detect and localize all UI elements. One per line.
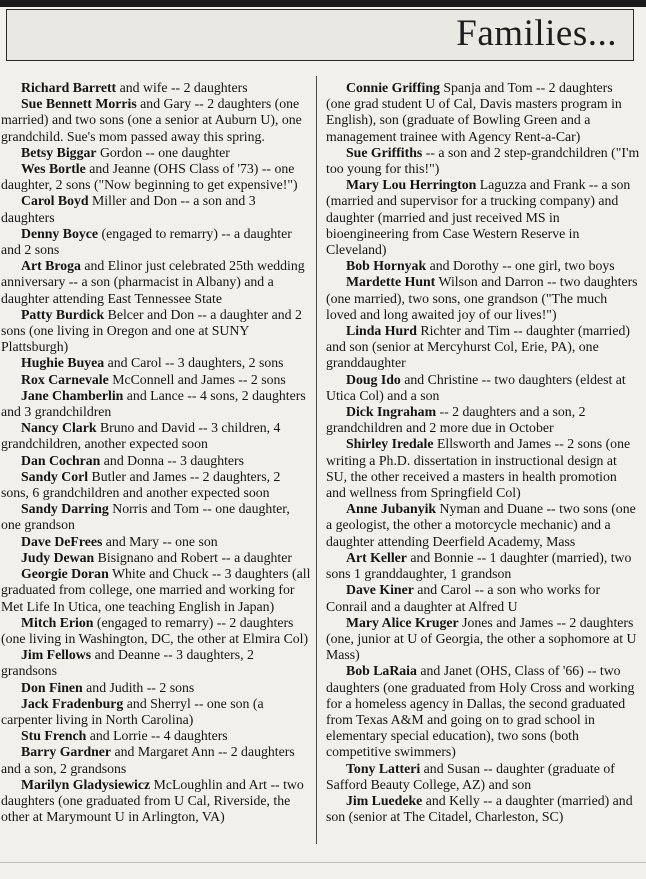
family-details: and Bonnie -- 1 daughter (married), two sons 1 granddaughter, 1 grandson — [326, 549, 632, 582]
family-entry — [326, 550, 640, 582]
family-details: Wilson and Darron -- two daughters (one married), two sons, one grandson ("The much loved and long awaited joy of our lives!") — [326, 274, 638, 322]
family-entry — [1, 680, 311, 696]
family-name: Mardette Hunt — [346, 274, 436, 290]
family-entry — [1, 355, 311, 371]
family-name: Anne Jubanyik — [346, 501, 437, 517]
family-name: Sandy Corl — [21, 468, 89, 484]
family-details: and Christine -- two daughters (eldest at Utica Col) and a son — [326, 371, 626, 403]
family-entry — [326, 274, 640, 323]
family-entry — [1, 744, 311, 776]
family-details: and Lance -- 4 sons, 2 daughters and 3 grandchildren — [1, 387, 306, 420]
family-name: Bob LaRaia — [346, 663, 417, 679]
family-entry — [1, 534, 311, 550]
family-details: and Kelly -- a daughter (married) and son (senior at The Citadel, Charleston, SC) — [326, 792, 633, 825]
family-name: Dave DeFrees — [21, 533, 103, 549]
family-details: and Donna -- 3 daughters — [100, 452, 245, 468]
family-entry — [1, 145, 311, 161]
family-details: and Deanne -- 3 daughters, 2 grandsons — [1, 647, 254, 679]
column-divider — [316, 76, 317, 844]
family-name: Jim Fellows — [21, 647, 92, 663]
bottom-rule — [0, 862, 646, 863]
family-details: and Jeanne (OHS Class of '73) -- one daughter, 2 sons ("Now beginning to get expensive!") — [1, 161, 298, 193]
family-details: and Lorrie -- 4 daughters — [86, 728, 228, 744]
family-details: Laguzza and Frank -- a son (married and supervisor for a trucking company) and daughter (married and just received MS in bioengineering from Case Western Reserve in Cleveland) — [326, 177, 631, 258]
left-column — [1, 80, 311, 825]
right-column — [326, 80, 640, 825]
family-details: and Susan -- daughter (graduate of Safford Beauty College, AZ) and son — [326, 760, 615, 792]
family-details: Jones and James -- 2 daughters (one, junior at U of Georgia, the other a sophomore at U Mass) — [326, 614, 637, 663]
family-name: Sue Bennett Morris — [21, 96, 137, 112]
family-details: and Margaret Ann -- 2 daughters and a son, 2 grandsons — [1, 744, 295, 776]
family-entry — [1, 372, 311, 388]
family-entry — [1, 193, 311, 225]
family-details: Ellsworth and James -- 2 sons (one writing a Ph.D. dissertation in instructional design at SU, the other received a masters in health promotion and wellness from Springfield Col) — [326, 436, 631, 501]
top-border — [0, 0, 646, 7]
family-details: McLoughlin and Art -- two daughters (one graduated from U Cal, Riverside, the other at Marymount U in Arlington, VA) — [1, 776, 304, 825]
family-name: Doug Ido — [346, 371, 401, 387]
family-entry — [326, 793, 640, 825]
family-details: and Judith -- 2 sons — [82, 679, 195, 695]
page-title: Families... — [456, 13, 617, 54]
family-details: and Elinor just celebrated 25th wedding anniversary -- a son (pharmacist in Albany) and a daughter attending East Tennessee State — [1, 258, 305, 306]
family-name: Connie Griffing — [346, 80, 440, 95]
family-name: Wes Bortle — [21, 161, 86, 177]
family-name: Linda Hurd — [346, 323, 417, 339]
family-name: Carol Boyd — [21, 193, 89, 209]
family-details: Gordon -- one daughter — [96, 144, 230, 160]
family-name: Sue Griffiths — [346, 144, 423, 160]
family-entry — [1, 615, 311, 647]
family-entry — [1, 226, 311, 258]
family-details: -- a son and 2 step-grandchildren ("I'm too young for this!") — [326, 144, 640, 177]
family-entry — [326, 258, 640, 274]
family-name: Jack Fradenburg — [21, 695, 124, 711]
family-entry — [1, 777, 311, 826]
family-entry — [326, 404, 640, 436]
family-entry — [1, 647, 311, 679]
family-details: Bruno and David -- 3 children, 4 grandchildren, another expected soon — [1, 420, 281, 452]
family-entry — [326, 80, 640, 145]
family-entry — [1, 258, 311, 307]
family-details: Spanja and Tom -- 2 daughters (one grad student U of Cal, Davis masters program in English), son (graduate of Bowling Green and a management trainee with Agency Rent-a-Car) — [326, 80, 622, 144]
family-name: Art Keller — [346, 549, 407, 565]
family-name: Shirley Iredale — [346, 436, 434, 452]
family-name: Patty Burdick — [21, 306, 105, 322]
family-details: White and Chuck -- 3 daughters (all graduated from college, one married and working for Met Life In Utica, one teaching English in Japan) — [1, 566, 311, 614]
family-name: Georgie Doran — [21, 566, 109, 582]
family-details: Norris and Tom -- one daughter, one grandson — [1, 501, 290, 533]
family-name: Sandy Darring — [21, 501, 109, 517]
family-details: McConnell and James -- 2 sons — [108, 371, 286, 387]
family-entry — [1, 96, 311, 145]
family-details: Butler and James -- 2 daughters, 2 sons, 6 grandchildren and another expected soon — [1, 468, 281, 501]
family-details: -- 2 daughters and a son, 2 grandchildren and 2 more due in October — [326, 404, 586, 436]
family-name: Art Broga — [21, 258, 81, 274]
family-name: Bob Hornyak — [346, 258, 427, 274]
family-details: Bisignano and Robert -- a daughter — [94, 549, 292, 565]
family-details: Miller and Don -- a son and 3 daughters — [1, 193, 256, 225]
family-entry — [1, 696, 311, 728]
family-details: Richter and Tim -- daughter (married) and son (senior at Mercyhurst Col, Erie, PA), one granddaughter — [326, 323, 630, 371]
family-details: and Janet (OHS, Class of '66) -- two daughters (one graduated from Holy Cross and working for a homeless agency in Dallas, the second graduated from Texas A&M and going on to grad school in elementary special education), two sons (both competitive swimmers) — [326, 663, 635, 760]
family-entry — [326, 145, 640, 177]
family-entry — [1, 550, 311, 566]
family-entry — [1, 420, 311, 452]
family-details: and wife -- 2 daughters — [116, 80, 248, 95]
family-details: Nyman and Duane -- two sons (one a geologist, the other a motorcycle mechanic) and a daughter attending Deerfield Academy, Mass — [326, 501, 636, 549]
family-entry — [326, 761, 640, 793]
family-entry — [1, 80, 311, 96]
family-entry — [1, 161, 311, 193]
family-name: Jim Luedeke — [346, 792, 423, 808]
family-name: Hughie Buyea — [21, 355, 105, 371]
family-entry — [1, 388, 311, 420]
family-entry — [326, 436, 640, 501]
family-details: and Dorothy -- one girl, two boys — [426, 258, 615, 274]
family-details: (engaged to remarry) -- a daughter and 2 sons — [1, 225, 292, 258]
family-name: Dan Cochran — [21, 452, 101, 468]
family-entry — [326, 177, 640, 258]
family-details: and Sherryl -- one son (a carpenter living in North Carolina) — [1, 695, 264, 727]
family-details: and Carol -- 3 daughters, 2 sons — [104, 355, 284, 371]
family-name: Nancy Clark — [21, 420, 97, 436]
family-name: Mary Alice Kruger — [346, 614, 459, 630]
family-name: Mary Lou Herrington — [346, 177, 477, 193]
family-name: Stu French — [21, 728, 87, 744]
family-entry — [326, 372, 640, 404]
family-entry — [1, 501, 311, 533]
title-box — [6, 9, 634, 61]
family-entry — [326, 615, 640, 664]
family-details: and Carol -- a son who works for Conrail and a daughter at Alfred U — [326, 582, 601, 614]
family-details: (engaged to remarry) -- 2 daughters (one living in Washington, DC, the other at Elmira Col) — [1, 614, 309, 646]
family-name: Betsy Biggar — [21, 144, 97, 160]
family-name: Marilyn Gladysiewicz — [21, 776, 151, 792]
family-name: Don Finen — [21, 679, 83, 695]
family-name: Mitch Erion — [21, 614, 94, 630]
family-name: Rox Carnevale — [21, 371, 109, 387]
family-entry — [326, 501, 640, 550]
family-entry — [326, 663, 640, 760]
family-name: Dave Kiner — [346, 582, 414, 598]
family-entry — [326, 323, 640, 372]
family-details: and Mary -- one son — [102, 533, 218, 549]
family-entry — [1, 566, 311, 615]
family-entry — [1, 728, 311, 744]
family-details: and Gary -- 2 daughters (one married) and two sons (one a senior at Auburn U), one grandchild. Sue's mom passed away this spring. — [1, 96, 302, 144]
family-name: Judy Dewan — [21, 549, 95, 565]
family-entry — [1, 453, 311, 469]
family-details: Belcer and Don -- a daughter and 2 sons (one living in Oregon and one at SUNY Plattsburgh) — [1, 306, 302, 355]
family-name: Richard Barrett — [21, 80, 117, 95]
family-entry — [1, 307, 311, 356]
family-name: Tony Latteri — [346, 760, 421, 776]
family-name: Dick Ingraham — [346, 404, 437, 420]
family-name: Denny Boyce — [21, 225, 99, 241]
family-entry — [1, 469, 311, 501]
family-name: Jane Chamberlin — [21, 387, 124, 403]
family-entry — [326, 582, 640, 614]
family-name: Barry Gardner — [21, 744, 112, 760]
